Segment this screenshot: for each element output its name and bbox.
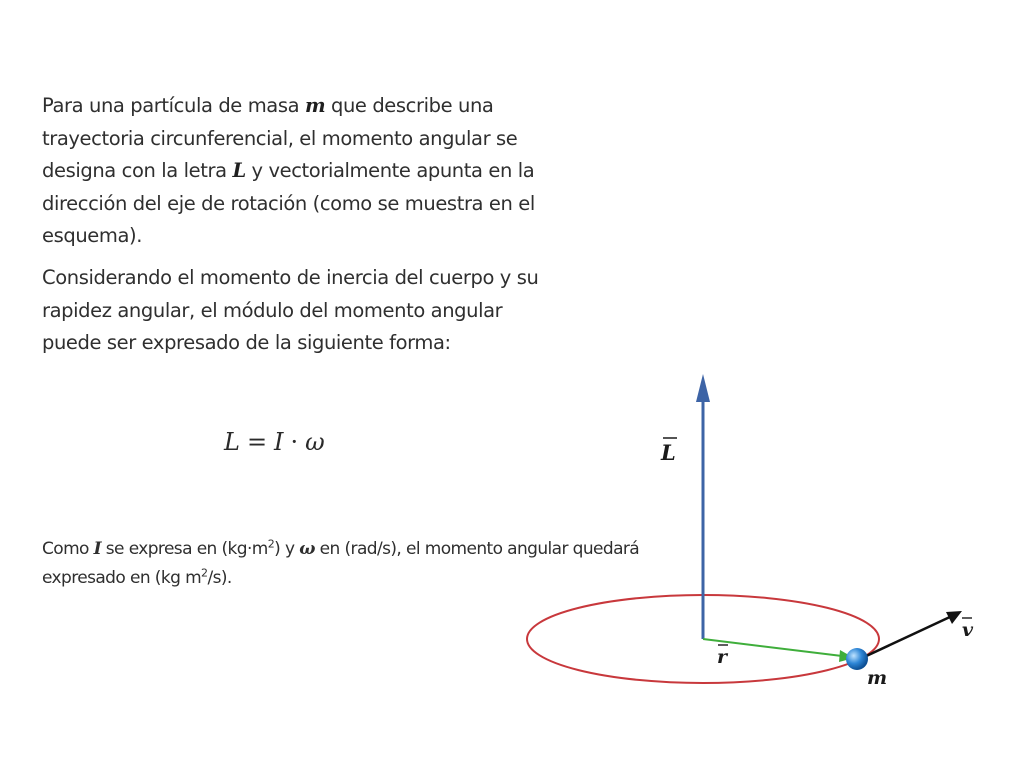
velocity-vector [862,616,952,658]
intro-text-1: Para una partícula de masa [42,94,305,117]
angular-momentum-formula [224,428,326,456]
formula-equals: = [246,428,269,456]
note-text-1: Como [42,539,94,559]
particle-sphere [846,648,868,670]
angular-momentum-arrowhead [696,374,710,402]
note-text-3: ) y [274,539,300,559]
formula-omega: ω [305,428,326,456]
formula-dot: · [290,428,300,456]
note-text-5: /s). [207,568,232,588]
inertia-paragraph: Considerando el momento de inercia del cuerpo y su rapidez angular, el módulo del momento angular puede ser expresado de la siguiente forma: [42,266,539,354]
intro-paragraph [42,90,542,253]
omega-symbol: ω [299,539,315,559]
angular-momentum-symbol: L [232,159,246,182]
formula-inertia: I [274,428,285,456]
L-label: L [661,440,676,465]
note-text-2: se expresa en (kg·m [101,539,268,559]
v-label: v [962,619,974,641]
formula-lhs: L [224,428,241,456]
m-label: m [867,667,888,689]
mass-symbol: m [304,94,326,117]
note-text-4: en (rad/s), el momento angular quedará expresado en (kg m [42,539,640,588]
r-label: r [717,646,728,668]
note-exponent-1: 2 [267,537,275,551]
angular-momentum-diagram [510,360,990,700]
note-exponent-2: 2 [201,566,208,580]
intro-text-3: y vectorialmente apunta en la dirección del eje de rotación (como se muestra en el esquema). [42,159,535,247]
intro-text-2: que describe una trayectoria circunferencial, el momento angular se designa con la letra [42,94,518,182]
inertia-symbol: I [93,539,101,559]
